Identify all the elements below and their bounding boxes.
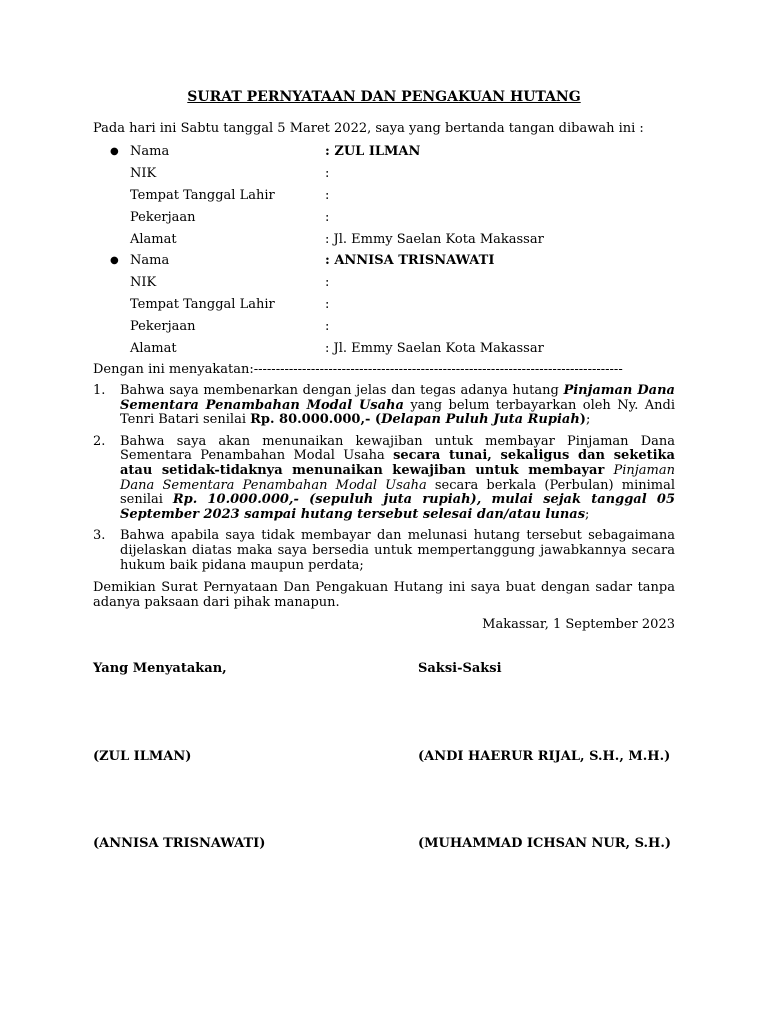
statement-item-2 bbox=[93, 435, 675, 523]
signer-name-2: (ANNISA TRISNAWATI) bbox=[93, 836, 266, 851]
text-part-bold: secara tunai, sekaligus dan seketika atau setidak-tidaknya menunaikan kewajiban untuk membayar bbox=[120, 448, 675, 478]
person-2-alamat-row bbox=[93, 340, 675, 362]
pekerjaan-value: : bbox=[325, 209, 330, 225]
witness-header: Saksi-Saksi bbox=[418, 661, 502, 676]
nama-value bbox=[325, 252, 494, 270]
amount-text: Rp. 80.000.000,- ( bbox=[250, 412, 382, 428]
person-1-pekerjaan-row bbox=[93, 209, 675, 231]
item-number: 1. bbox=[93, 383, 106, 398]
statement-list bbox=[93, 384, 675, 580]
pekerjaan-value: : bbox=[325, 319, 330, 335]
person-1-ttl-row bbox=[93, 187, 675, 209]
nik-value: : bbox=[325, 165, 330, 181]
nama-value bbox=[325, 143, 420, 161]
nik-label: NIK bbox=[130, 165, 157, 181]
text-part: Bahwa saya membenarkan dengan jelas dan tegas adanya hutang bbox=[120, 383, 564, 398]
text-part: Bahwa apabila saya tidak membayar dan melunasi hutang tersebut sebagaimana dijelaskan diatas maka saya bersedia untuk mempertanggung jawabkannya secara hukum baik pidana maupun perdata; bbox=[120, 528, 675, 573]
item-number: 3. bbox=[93, 528, 106, 544]
nama-label: Nama bbox=[130, 253, 170, 269]
ttl-value: : bbox=[325, 187, 330, 203]
alamat-label: Alamat bbox=[130, 231, 177, 247]
closing-paragraph: Demikian Surat Pernyataan Dan Pengakuan Hutang ini saya buat dengan sadar tanpa adanya paksaan dari pihak manapun. bbox=[93, 580, 675, 610]
person-1-alamat-row bbox=[93, 231, 675, 253]
text-part: secara berkala (Perbulan) minimal senilai bbox=[120, 477, 675, 508]
ttl-label: Tempat Tanggal Lahir bbox=[130, 297, 275, 313]
nik-value: : bbox=[325, 275, 330, 291]
document-title: SURAT PERNYATAAN DAN PENGAKUAN HUTANG bbox=[187, 89, 581, 105]
signer-header: Yang Menyatakan, bbox=[93, 661, 227, 676]
person-2-nama-row bbox=[93, 252, 675, 274]
person-2-pekerjaan-row bbox=[93, 318, 675, 340]
person-1-nik-row bbox=[93, 165, 675, 187]
ttl-value: : bbox=[325, 297, 330, 313]
text-part: ; bbox=[585, 412, 591, 428]
text-part-bold: ) bbox=[579, 412, 586, 428]
intro-paragraph: Pada hari ini Sabtu tanggal 5 Maret 2022, saya yang bertanda tangan dibawah ini : bbox=[93, 121, 644, 136]
place-date: Makassar, 1 September 2023 bbox=[482, 617, 675, 632]
nama-value-text: : ANNISA TRISNAWATI bbox=[325, 253, 495, 269]
nik-label: NIK bbox=[130, 275, 157, 291]
text-part-bold-italic: Pinjaman Dana Sementara Penambahan Modal Usaha bbox=[120, 383, 675, 413]
person-2-ttl-row bbox=[93, 296, 675, 318]
declaration-line: Dengan ini menyakatan:------------------------------------------------------------------------------------ bbox=[93, 362, 623, 377]
text-part: yang belum terbayarkan oleh Ny. Andi Tenri Batari senilai bbox=[120, 397, 675, 428]
text-part: ; bbox=[585, 506, 590, 522]
statement-item-3 bbox=[93, 529, 675, 573]
pekerjaan-label: Pekerjaan bbox=[130, 319, 196, 335]
statement-item-1 bbox=[93, 384, 675, 428]
text-part: Bahwa saya akan menunaikan kewajiban untuk membayar Pinjaman Dana Sementara Penambahan Modal Usaha bbox=[120, 433, 675, 464]
amount-words: Delapan Puluh Juta Rupiah bbox=[381, 412, 580, 428]
bullet-icon: ● bbox=[110, 146, 119, 157]
alamat-label: Alamat bbox=[130, 341, 177, 357]
text-part-bold-italic: Rp. 10.000.000,- (sepuluh juta rupiah), mulai sejak tanggal 05 September 2023 sampai hutang tersebut selesai dan/atau lunas bbox=[120, 492, 675, 522]
bullet-icon: ● bbox=[110, 255, 119, 267]
text-part-italic: Pinjaman Dana Sementara Penambahan Modal Usaha bbox=[120, 462, 675, 493]
witness-name-1: (ANDI HAERUR RIJAL, S.H., M.H.) bbox=[418, 749, 671, 764]
witness-name-2: (MUHAMMAD ICHSAN NUR, S.H.) bbox=[418, 836, 671, 851]
nama-label: Nama bbox=[130, 144, 170, 159]
alamat-value: : Jl. Emmy Saelan Kota Makassar bbox=[325, 341, 544, 357]
identity-block bbox=[93, 143, 675, 362]
signer-name-1: (ZUL ILMAN) bbox=[93, 749, 192, 764]
person-1-nama-row bbox=[93, 143, 675, 165]
nama-value-text: : ZUL ILMAN bbox=[325, 144, 421, 159]
pekerjaan-label: Pekerjaan bbox=[130, 209, 196, 225]
alamat-value: : Jl. Emmy Saelan Kota Makassar bbox=[325, 231, 544, 247]
person-2-nik-row bbox=[93, 274, 675, 296]
item-number: 2. bbox=[93, 433, 106, 449]
ttl-label: Tempat Tanggal Lahir bbox=[130, 187, 275, 203]
